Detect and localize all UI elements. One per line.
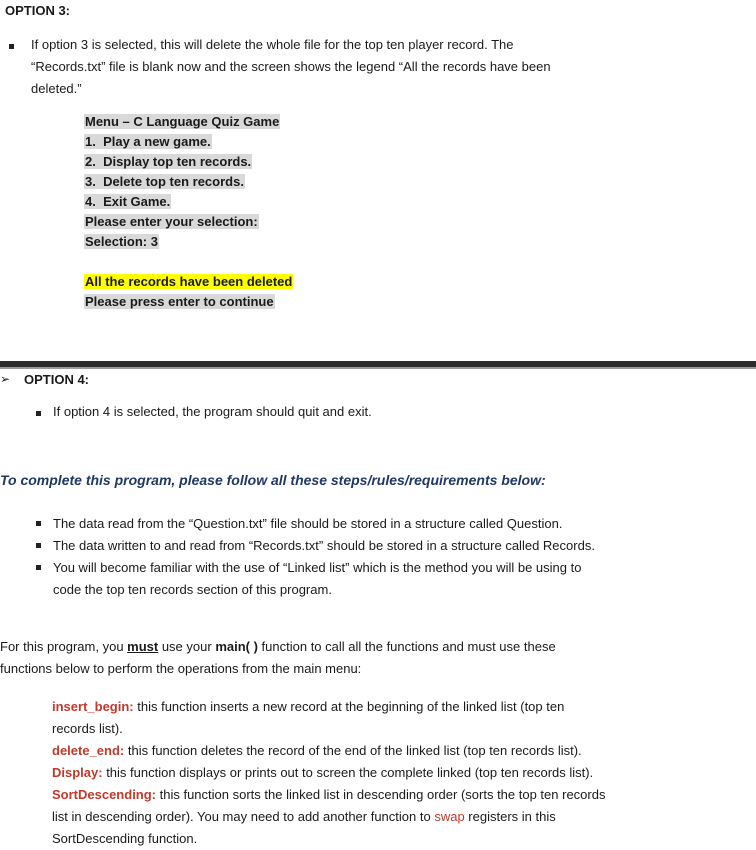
bullet-square-icon <box>36 521 41 526</box>
console-continue-message: Please press enter to continue <box>85 294 274 309</box>
console-menu-item-1: 1. Play a new game. <box>85 134 211 149</box>
console-deleted-message: All the records have been deleted <box>85 274 293 289</box>
main-function-name: main( ) <box>215 639 258 654</box>
requirements-heading: To complete this program, please follow all these steps/rules/requirements below: <box>0 472 546 488</box>
sort-desc-1: this function sorts the linked list in descending order (sorts the top ten records <box>156 787 606 802</box>
requirement-3-line-2: code the top ten records section of this program. <box>53 582 332 597</box>
console-menu-title: Menu – C Language Quiz Game <box>85 114 280 129</box>
insert-begin-item-cont: records list). <box>52 721 123 736</box>
display-item <box>52 762 752 784</box>
display-name: Display: <box>52 765 103 780</box>
option3-heading: OPTION 3: <box>5 3 71 18</box>
arrow-bullet-icon: ➢ <box>0 372 11 386</box>
console-menu-item-3: 3. Delete top ten records. <box>85 174 244 189</box>
delete-end-name: delete_end: <box>52 743 125 758</box>
program-line-2: functions below to perform the operations from the main menu: <box>0 661 362 676</box>
requirement-1: The data read from the “Question.txt” file should be stored in a structure called Question. <box>53 516 563 531</box>
bullet-square-icon <box>36 411 41 416</box>
program-line-1 <box>0 636 756 658</box>
program-paragraph <box>0 636 756 680</box>
option4-bullet: If option 4 is selected, the program should quit and exit. <box>53 404 372 419</box>
bullet-square-icon <box>36 543 41 548</box>
bullet-square-icon <box>9 44 14 49</box>
program-text: function to call all the functions and must use these <box>257 639 556 654</box>
option3-line-3: deleted.” <box>31 81 82 96</box>
must-emphasis: must <box>127 639 159 654</box>
option4-heading: OPTION 4: <box>24 372 90 387</box>
functions-list <box>52 696 752 850</box>
insert-begin-name: insert_begin: <box>52 699 134 714</box>
requirement-2: The data written to and read from “Records.txt” should be stored in a structure called Records. <box>53 538 595 553</box>
bullet-square-icon <box>36 565 41 570</box>
sort-item-cont-2: SortDescending function. <box>52 831 198 846</box>
insert-begin-item <box>52 696 752 718</box>
program-text: For this program, you <box>0 639 128 654</box>
display-desc: this function displays or prints out to screen the complete linked (top ten records list). <box>102 765 594 780</box>
sort-desc-2b: registers in this <box>464 809 556 824</box>
option3-line-1: If option 3 is selected, this will delete the whole file for the top ten player record. The <box>31 37 514 52</box>
insert-begin-desc: this function inserts a new record at the beginning of the linked list (top ten <box>133 699 565 714</box>
delete-end-desc: this function deletes the record of the end of the linked list (top ten records list). <box>124 743 582 758</box>
delete-end-item <box>52 740 752 762</box>
console-prompt: Please enter your selection: <box>85 214 258 229</box>
sort-descending-name: SortDescending: <box>52 787 157 802</box>
requirement-3 <box>53 557 581 601</box>
section-divider-shadow <box>0 367 756 369</box>
console-selection: Selection: 3 <box>85 234 158 249</box>
sort-item-cont <box>52 806 752 828</box>
sort-item <box>52 784 752 806</box>
option3-paragraph <box>31 34 551 100</box>
swap-keyword: swap <box>434 809 465 824</box>
console-menu-item-2: 2. Display top ten records. <box>85 154 252 169</box>
console-output <box>84 112 293 312</box>
program-text: use your <box>158 639 216 654</box>
sort-desc-2a: list in descending order). You may need to add another function to <box>52 809 435 824</box>
requirement-3-line-1: You will become familiar with the use of “Linked list” which is the method you will be using to <box>53 560 582 575</box>
option3-line-2: “Records.txt” file is blank now and the screen shows the legend “All the records have been <box>31 59 551 74</box>
console-menu-item-4: 4. Exit Game. <box>85 194 171 209</box>
